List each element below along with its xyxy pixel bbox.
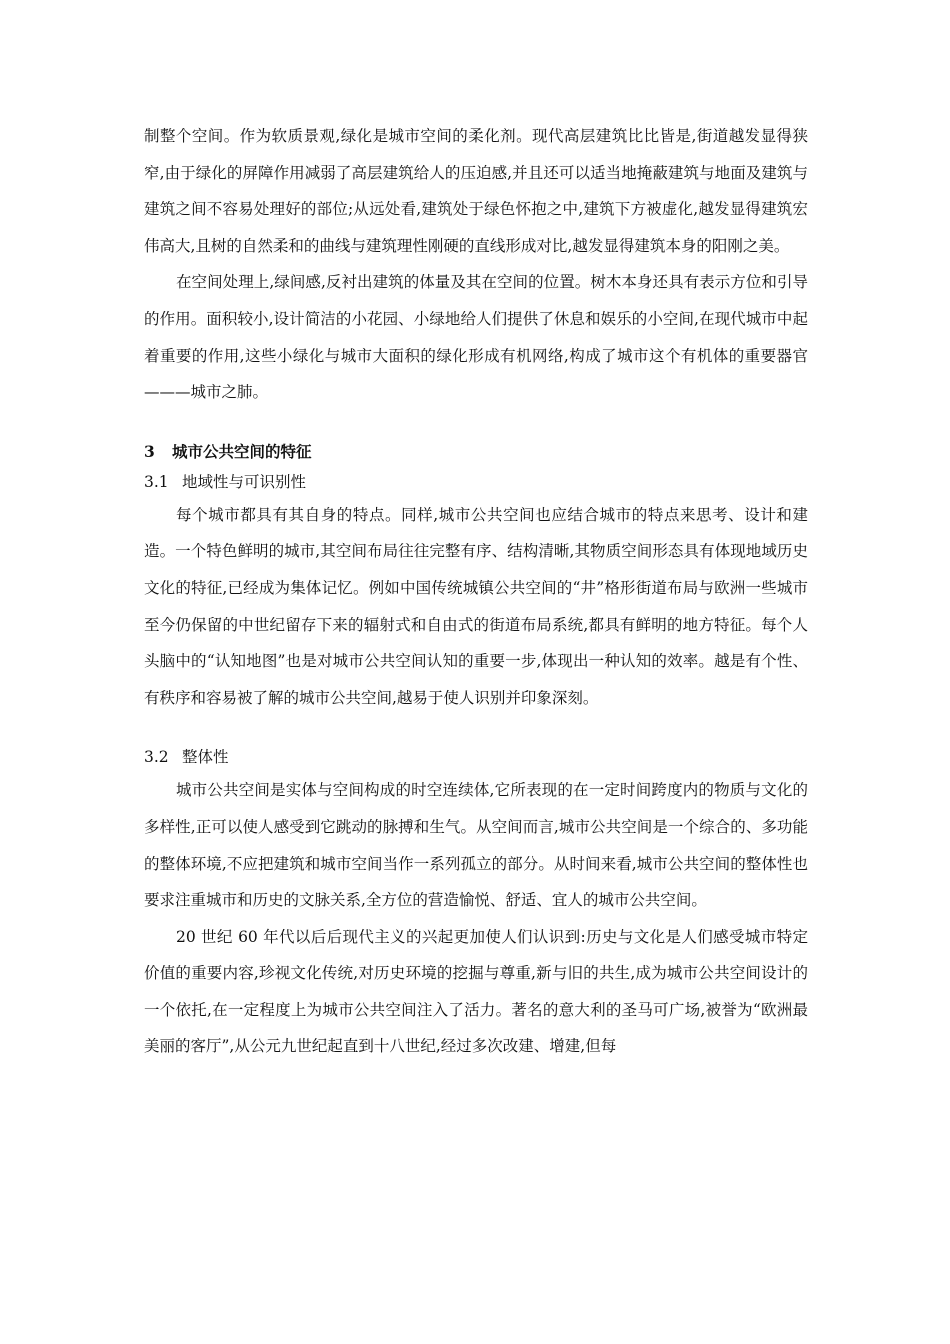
section-3-2-title: 整体性 [182,748,229,767]
document-page [144,118,808,1065]
section-3-1-number: 3.1 [144,472,169,491]
section-3-heading [144,437,808,467]
section-3-number: 3 [144,441,155,461]
section-3-title: 城市公共空间的特征 [172,441,312,461]
section-spacer [144,411,808,437]
intro-paragraph-1: 制整个空间。作为软质景观,绿化是城市空间的柔化剂。现代高层建筑比比皆是,街道越发显得狭窄,由于绿化的屏障作用减弱了高层建筑给人的压迫感,并且还可以适当地掩蔽建筑与地面及建筑与建筑之间不容易处理好的部位;从远处看,建筑处于绿色怀抱之中,建筑下方被虚化,越发显得建筑宏伟高大,且树的自然柔和的曲线与建筑理性刚硬的直线形成对比,越发显得建筑本身的阳刚之美。 [144,127,808,255]
section-3-1-heading [144,467,808,497]
section-3-2-number: 3.2 [144,748,169,767]
section-3-2-heading [144,742,808,772]
section-3-2-paragraph-1: 城市公共空间是实体与空间构成的时空连续体,它所表现的在一定时间跨度内的物质与文化的多样性,正可以使人感受到它跳动的脉搏和生气。从空间而言,城市公共空间是一个综合的、多功能的整体环境,不应把建筑和城市空间当作一系列孤立的部分。从时间来看,城市公共空间的整体性也要求注重城市和历史的文脉关系,全方位的营造愉悦、舒适、宜人的城市公共空间。 [144,781,808,910]
section-spacer [144,716,808,742]
section-3-2-paragraph-2: 20 世纪 60 年代以后后现代主义的兴起更加使人们认识到:历史与文化是人们感受城市特定价值的重要内容,珍视文化传统,对历史环境的挖掘与尊重,新与旧的共生,成为城市公共空间设计的一个依托,在一定程度上为城市公共空间注入了活力。著名的意大利的圣马可广场,被誉为“欧洲最美丽的客厅”,从公元九世纪起直到十八世纪,经过多次改建、增建,但每 [144,927,808,1056]
section-3-1-paragraph: 每个城市都具有其自身的特点。同样,城市公共空间也应结合城市的特点来思考、设计和建造。一个特色鲜明的城市,其空间布局往往完整有序、结构清晰,其物质空间形态具有体现地域历史文化的特征,已经成为集体记忆。例如中国传统城镇公共空间的“井”格形街道布局与欧洲一些城市至今仍保留的中世纪留存下来的辐射式和自由式的街道布局系统,都具有鲜明的地方特征。每个人头脑中的“认知地图”也是对城市公共空间认知的重要一步,体现出一种认知的效率。越是有个性、有秩序和容易被了解的城市公共空间,越易于使人识别并印象深刻。 [144,505,808,707]
section-3-1-title: 地域性与可识别性 [182,472,307,491]
intro-paragraph-2: 在空间处理上,绿间感,反衬出建筑的体量及其在空间的位置。树木本身还具有表示方位和引导的作用。面积较小,设计简洁的小花园、小绿地给人们提供了休息和娱乐的小空间,在现代城市中起着重要的作用,这些小绿化与城市大面积的绿化形成有机网络,构成了城市这个有机体的重要器官———城市之肺。 [144,273,808,402]
